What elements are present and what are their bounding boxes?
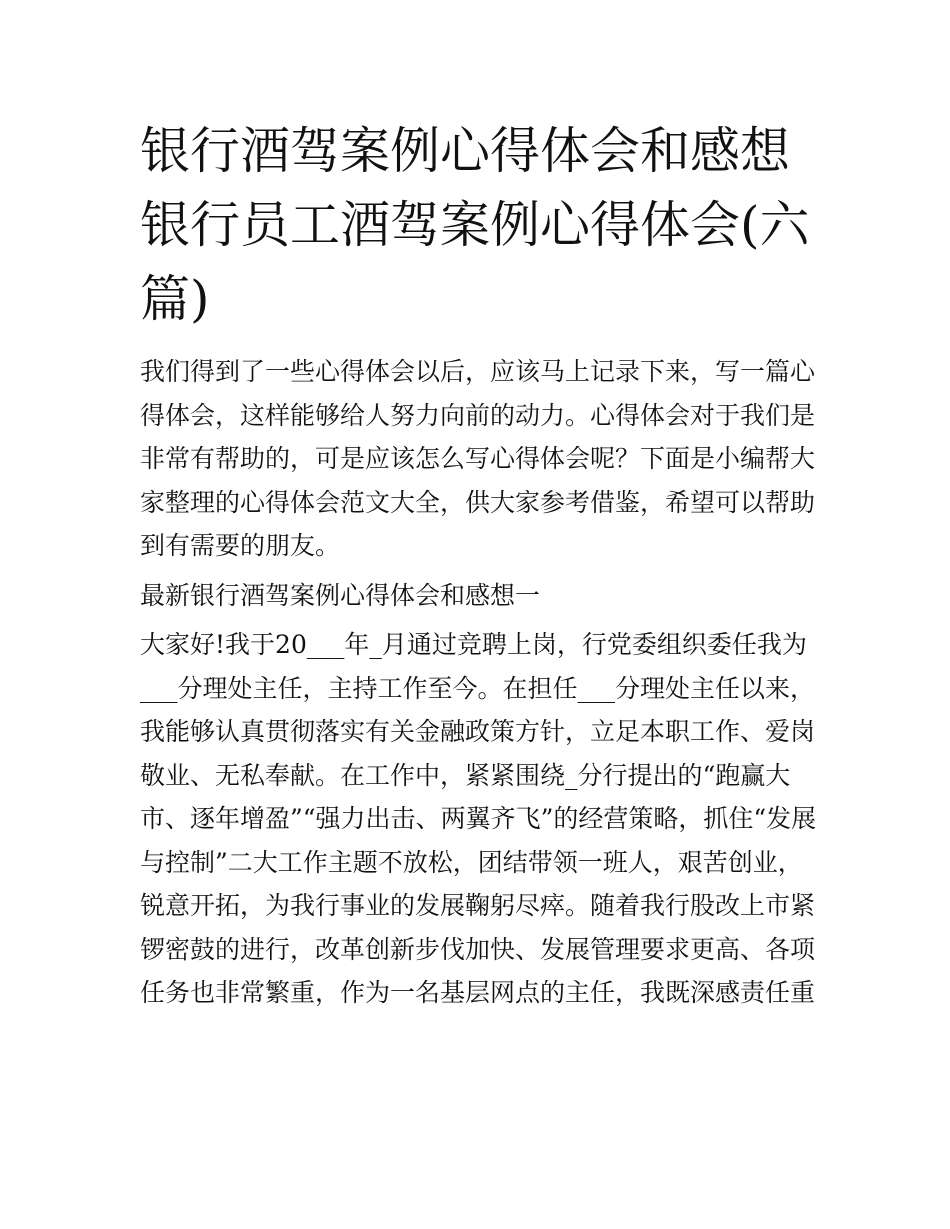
body-line: 大家好!我于20___年_月通过竞聘上岗，行党委组织委任我为 [140,630,807,659]
section-heading: 最新银行酒驾案例心得体会和感想一 [140,580,541,610]
body-line: 锐意开拓，为我行事业的发展鞠躬尽瘁。随着我行股改上市紧 [140,891,816,920]
body-paragraph [140,623,815,1015]
intro-paragraph [140,350,815,568]
document-title [140,114,815,336]
intro-line: 家整理的心得体会范文大全，供大家参考借鉴，希望可以帮助 [140,487,816,517]
body-line: 敬业、无私奉献。在工作中，紧紧围绕_分行提出的“跑赢大 [140,760,791,790]
body-line: 锣密鼓的进行，改革创新步伐加快、发展管理要求更高、各项 [140,934,816,964]
document-content [140,114,815,1015]
body-line: ___分理处主任，主持工作至今。在担任___分理处主任以来， [140,673,816,703]
body-line: 与控制”二大工作主题不放松，团结带领一班人，艰苦创业， [140,847,803,877]
body-line: 市、逐年增盈”“强力出击、两翼齐飞”的经营策略，抓住“发展 [140,804,817,833]
body-line: 任务也非常繁重，作为一名基层网点的主任，我既深感责任重 [140,978,816,1007]
title-line: 篇) [140,270,210,328]
intro-line: 到有需要的朋友。 [140,531,341,560]
intro-line: 非常有帮助的，可是应该怎么写心得体会呢？下面是小编帮大 [140,444,816,473]
intro-line: 我们得到了一些心得体会以后，应该马上记录下来，写一篇心 [140,357,816,386]
body-line: 我能够认真贯彻落实有关金融政策方针，立足本职工作、爱岗 [140,717,816,746]
title-line: 银行员工酒驾案例心得体会(六 [140,196,810,254]
intro-line: 得体会，这样能够给人努力向前的动力。心得体会对于我们是 [140,400,816,430]
title-line: 银行酒驾案例心得体会和感想 [140,122,790,180]
